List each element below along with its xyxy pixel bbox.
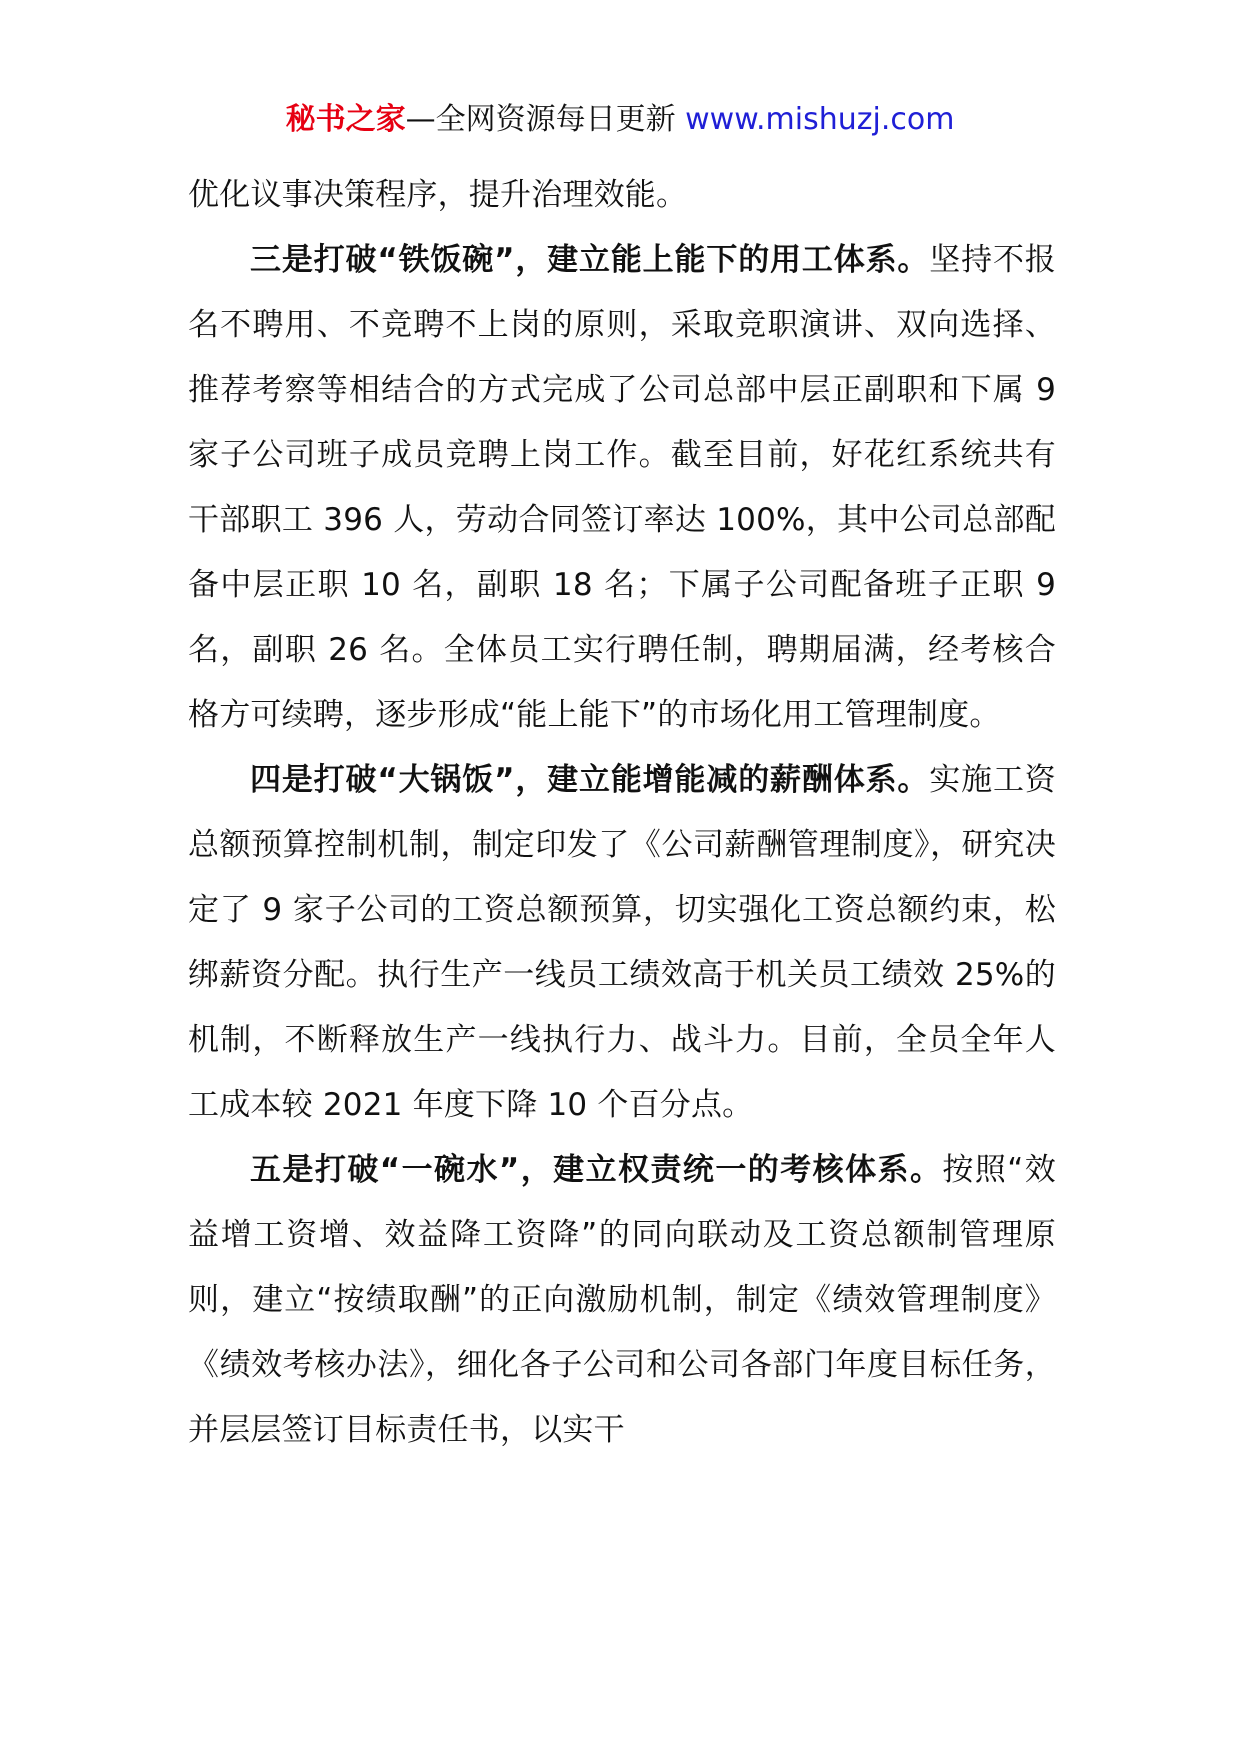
brand-name: 秘书之家 <box>285 102 406 137</box>
paragraph-text: 按照“效益增工资增、效益降工资降”的同向联动及工资总额制管理原则，建立“按绩取酬”的正向激励机制，制定《绩效管理制度》《绩效考核办法》，细化各子公司和公司各部门年度目标任务，并层层签订目标责任书，以实干 <box>188 1152 1056 1448</box>
paragraph-heading: 三是打破“铁饭碗”，建立能上能下的用工体系。 <box>250 242 930 278</box>
paragraph-bowl-of-water <box>188 1138 1056 1463</box>
paragraph-big-pot <box>188 748 1056 1138</box>
paragraph-heading: 四是打破“大锅饭”，建立能增能减的薪酬体系。 <box>250 762 930 798</box>
paragraph-text: 优化议事决策程序，提升治理效能。 <box>188 177 688 213</box>
header-tagline: —全网资源每日更新 <box>405 102 686 137</box>
document-body <box>188 163 1056 1463</box>
page-header <box>0 100 1240 140</box>
paragraph-text: 实施工资总额预算控制机制，制定印发了《公司薪酬管理制度》，研究决定了 9 家子公司的工资总额预算，切实强化工资总额约束，松绑薪资分配。执行生产一线员工绩效高于机关员工绩效 25%的机制，不断释放生产一线执行力、战斗力。目前，全员全年人工成本较 2021 年度下降 10 个百分点。 <box>188 762 1056 1123</box>
paragraph-heading: 五是打破“一碗水”，建立权责统一的考核体系。 <box>250 1152 943 1188</box>
paragraph-text: 坚持不报名不聘用、不竞聘不上岗的原则，采取竞职演讲、双向选择、推荐考察等相结合的方式完成了公司总部中层正副职和下属 9 家子公司班子成员竞聘上岗工作。截至目前，好花红系统共有干部职工 396 人，劳动合同签订率达 100%，其中公司总部配备中层正职 10 名，副职 18 名；下属子公司配备班子正职 9 名，副职 26 名。全体员工实行聘任制，聘期届满，经考核合格方可续聘，逐步形成“能上能下”的市场化用工管理制度。 <box>188 242 1056 733</box>
paragraph-continuation <box>188 163 1056 228</box>
site-url-link[interactable]: www.mishuzj.com <box>685 102 955 137</box>
paragraph-iron-rice-bowl <box>188 228 1056 748</box>
